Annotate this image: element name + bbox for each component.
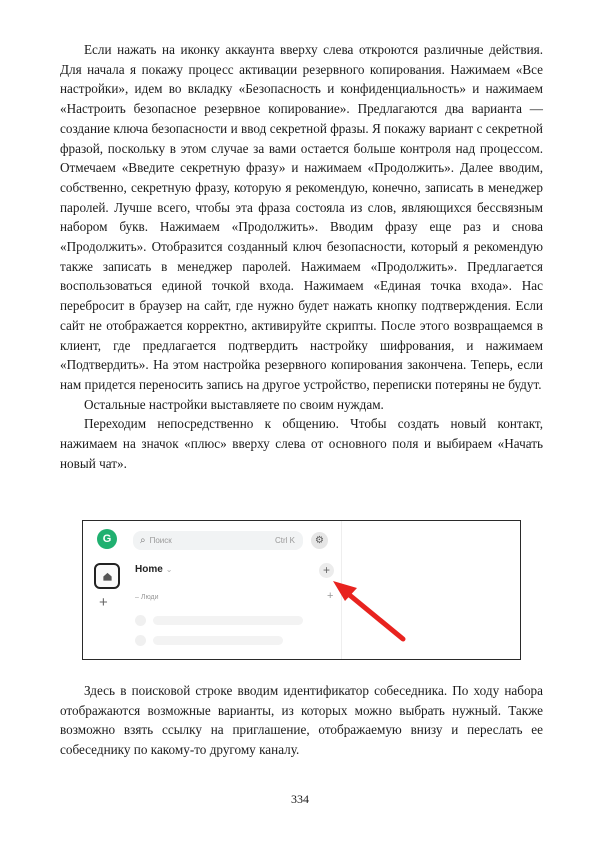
add-plus-button[interactable]: + bbox=[319, 563, 334, 578]
add-space-button[interactable]: + bbox=[99, 594, 108, 611]
page-number: 334 bbox=[291, 792, 309, 806]
paragraph: Остальные настройки выставляете по своим нуждам. bbox=[84, 396, 384, 412]
body-text-top bbox=[60, 40, 543, 473]
home-title: Home bbox=[135, 564, 163, 575]
paragraph: Переходим непосредственно к общению. Чтобы создать новый контакт, нажимаем на значок «плюс» вверху слева от основного поля и выбираем «Начать новый чат». bbox=[60, 416, 543, 471]
chevron-down-icon: ⌄ bbox=[165, 565, 173, 574]
gear-icon[interactable]: ⚙ bbox=[311, 532, 328, 549]
add-person-button[interactable]: + bbox=[327, 590, 334, 602]
paragraph: Здесь в поисковой строке вводим идентификатор собеседника. По ходу набора отображаются возможные варианты, из которых можно выбрать нужный. Также возможно взять ссылку на приглашение, отображаемую внизу и переслать ее собеседнику по какому-то другому каналу. bbox=[60, 683, 543, 758]
search-shortcut: Ctrl K bbox=[275, 536, 295, 545]
body-text-bottom bbox=[60, 681, 543, 760]
paragraph: Если нажать на иконку аккаунта вверху слева откроются различные действия. Для начала я покажу процесс активации резервного копирования. Нажимаем «Все настройки», идем во вкладку «Безопасность и конфиденциальность» и нажимаем «Настроить безопасное резервное копирование». Предлагаются два варианта — создание ключа безопасности и ввод секретной фразы. Я покажу вариант с секретной фразой, поскольку в этом случае за вами остается больше контроля над процессом. Отмечаем «Введите секретную фразу» и нажимаем «Продолжить». Далее вводим, собственно, секретную фразу, которую я рекомендую, конечно, записать в менеджер паролей. Лучше всего, чтобы эта фраза состояла из слов, являющихся бессвязным набором букв. Нажимаем «Продолжить». Вводим фразу еще раз и снова «Продолжить». Отобразится созданный ключ безопасности, который я рекомендую также записать в менеджер паролей. Нажимаем «Продолжить». Предлагается воспользоваться единой точкой входа. Нажимаем «Единая точка входа». Нас перебросит в браузер на сайт, где нужно будет нажать кнопку подтверждения. Если сайт не отображается корректно, активируйте скрипты. После этого возвращаемся в клиент, где предлагается подтвердить настройку шифрования, и нажимаем «Подтвердить». На этом настройка резервного копирования закончена. Теперь, если нам придется переносить запись на другое устройство, переписки потеряны не будут. bbox=[60, 42, 543, 392]
app-screenshot-figure bbox=[82, 520, 521, 660]
search-icon: ⌕ bbox=[140, 535, 146, 546]
people-label: Люди bbox=[140, 594, 159, 601]
callout-arrow bbox=[83, 521, 520, 659]
avatar-letter: G bbox=[102, 533, 112, 545]
search-placeholder: Поиск bbox=[149, 536, 172, 545]
people-section-header[interactable]: – Люди bbox=[135, 594, 159, 601]
